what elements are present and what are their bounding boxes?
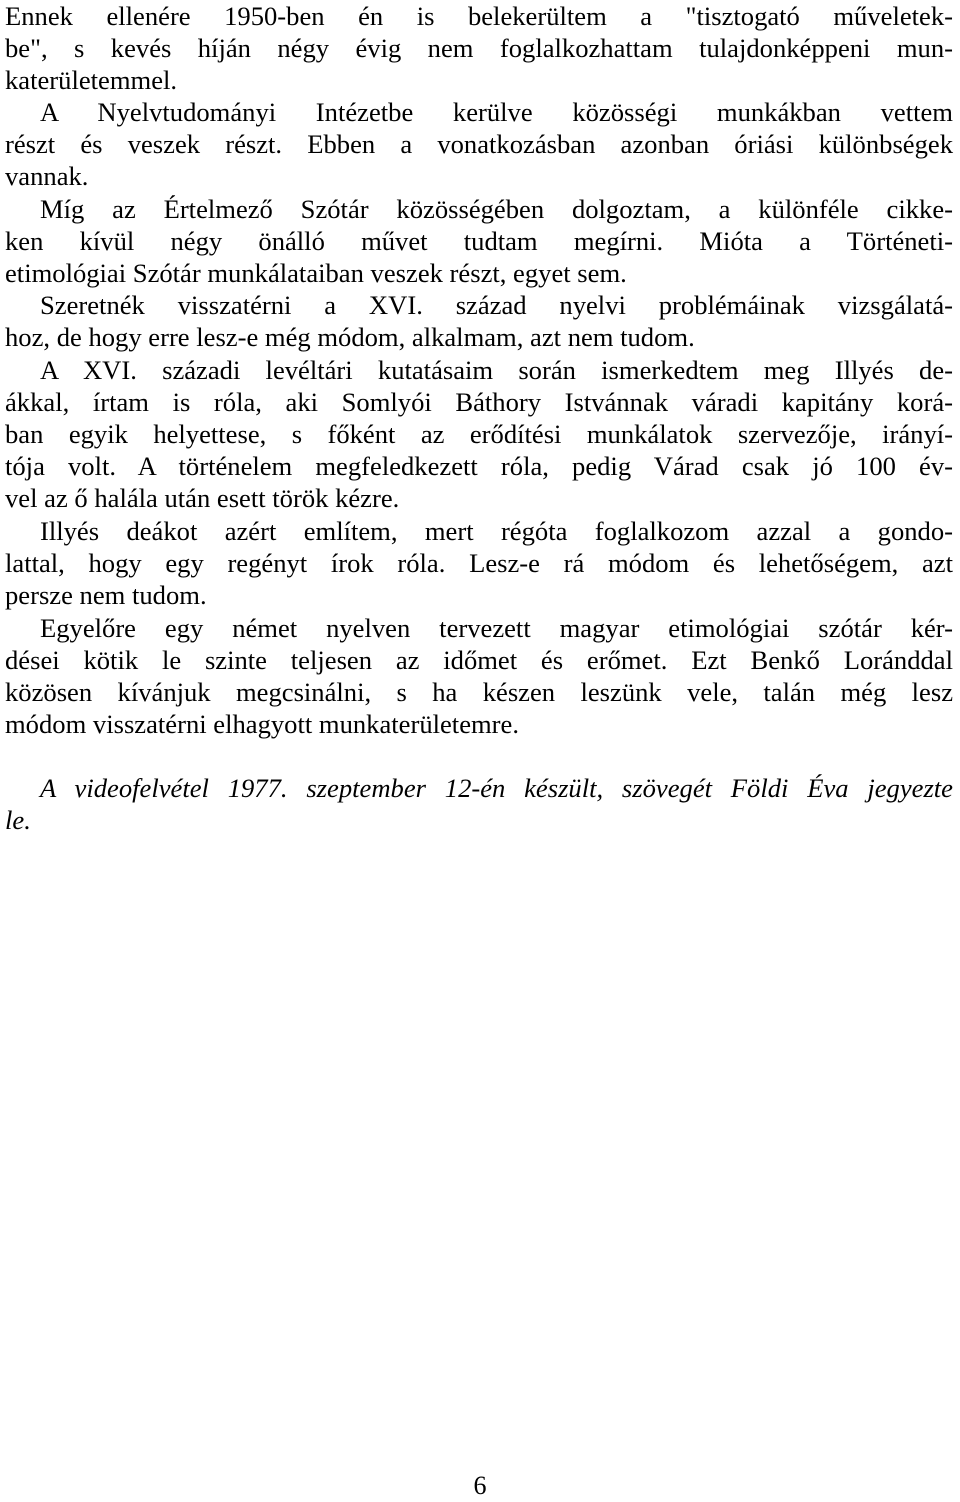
page-number: 6	[473, 1471, 487, 1500]
text-line: ban egyik helyettese, s főként az erődítési munkálatok szervezője, irányí-	[5, 419, 953, 449]
text-line: Ennek ellenére 1950-ben én is belekerültem a "tisztogató műveletek-	[5, 1, 953, 31]
footnote-line: A videofelvétel 1977. szeptember 12-én készült, szövegét Földi Éva jegyezte	[40, 773, 953, 803]
text-line: etimológiai Szótár munkálataiban veszek részt, egyet sem.	[5, 258, 627, 288]
text-line: részt és veszek részt. Ebben a vonatkozásban azonban óriási különbségek	[5, 129, 953, 159]
text-line: vannak.	[5, 161, 89, 191]
text-line: ákkal, írtam is róla, aki Somlyói Báthory Istvánnak váradi kapitány korá-	[5, 387, 953, 417]
text-line: hoz, de hogy erre lesz-e még módom, alkalmam, azt nem tudom.	[5, 322, 695, 352]
footnote-line: le.	[5, 805, 31, 835]
text-line: A Nyelvtudományi Intézetbe kerülve közösségi munkákban vettem	[40, 97, 953, 127]
text-line: Illyés deákot azért említem, mert régóta foglalkozom azzal a gondo-	[40, 516, 953, 546]
text-line: dései kötik le szinte teljesen az időmet és erőmet. Ezt Benkő Loránddal	[5, 645, 953, 675]
text-line: módom visszatérni elhagyott munkaterületemre.	[5, 709, 519, 739]
text-line: A XVI. századi levéltári kutatásaim során ismerkedtem meg Illyés de-	[40, 355, 953, 385]
text-line: Szeretnék visszatérni a XVI. század nyelvi problémáinak vizsgálatá-	[40, 290, 953, 320]
text-line: Míg az Értelmező Szótár közösségében dolgoztam, a különféle cikke-	[40, 194, 953, 224]
text-line: közösen kívánjuk megcsinálni, s ha készen leszünk vele, talán még lesz	[5, 677, 953, 707]
text-line: lattal, hogy egy regényt írok róla. Lesz-e rá módom és lehetőségem, azt	[5, 548, 953, 578]
text-line: tója volt. A történelem megfeledkezett róla, pedig Várad csak jó 100 év-	[5, 451, 953, 481]
text-line: be", s kevés híján négy évig nem foglalkozhattam tulajdonképpeni mun-	[5, 33, 953, 63]
text-line: katerületemmel.	[5, 65, 178, 95]
text-line: Egyelőre egy német nyelven tervezett magyar etimológiai szótár kér-	[40, 613, 953, 643]
text-line: persze nem tudom.	[5, 580, 207, 610]
text-line: ken kívül négy önálló művet tudtam megírni. Mióta a Történeti-	[5, 226, 953, 256]
text-line: vel az ő halála után esett török kézre.	[5, 483, 400, 513]
